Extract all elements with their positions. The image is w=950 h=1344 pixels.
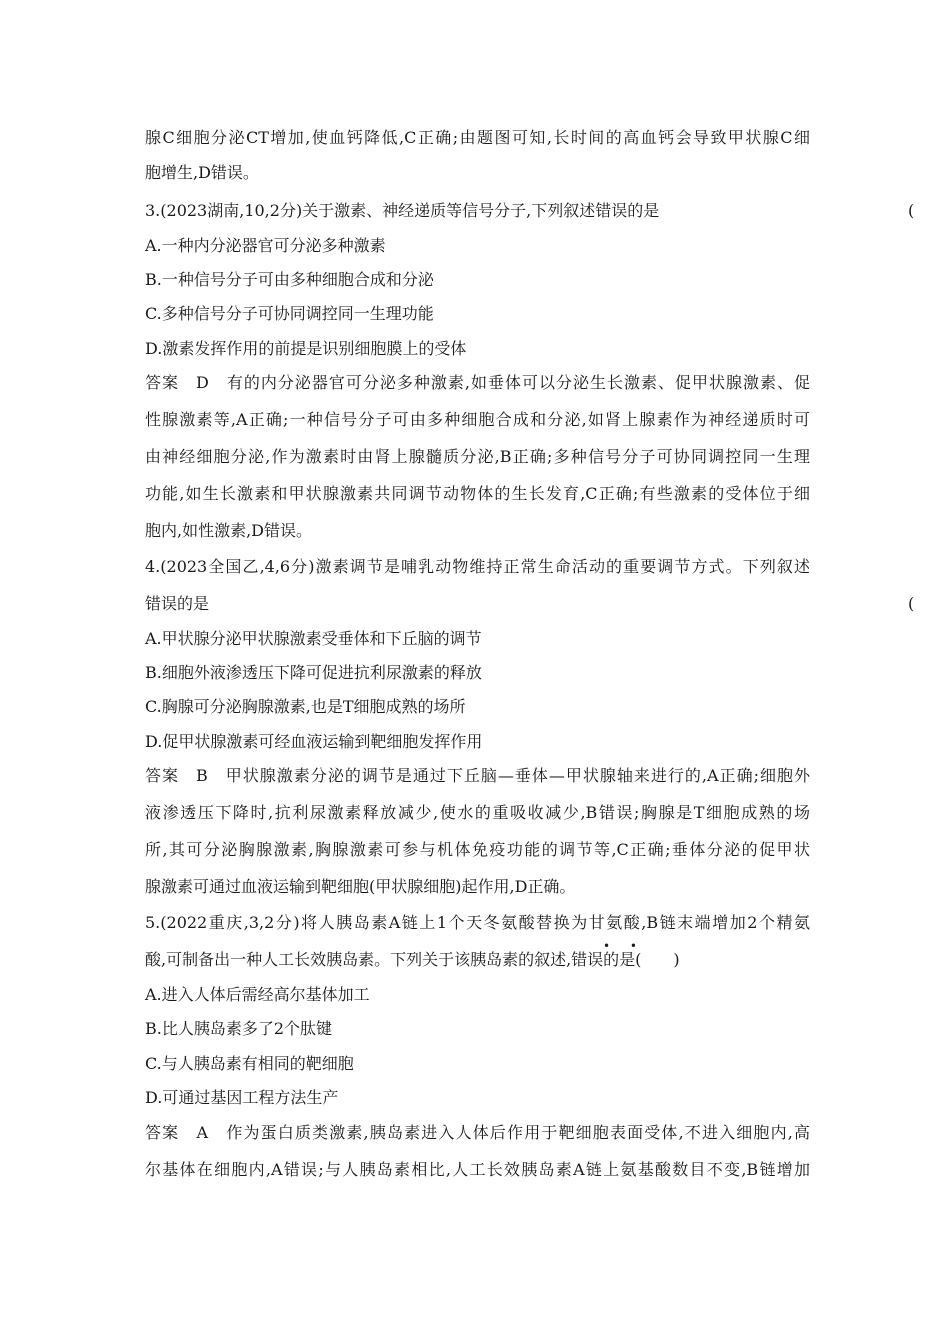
question-5-stem: 酸,可制备出一种人工长效胰岛素。下列关于该胰岛素的叙述,错误的是( ) [145, 950, 680, 969]
option-c: C.胸腺可分泌胸腺激素,也是T细胞成熟的场所 [145, 697, 466, 716]
option-b: B.一种信号分子可由多种细胞合成和分泌 [145, 270, 434, 289]
option-d: D.激素发挥作用的前提是识别细胞膜上的受体 [145, 339, 467, 358]
option-d: D.促甲状腺激素可经血液运输到靶细胞发挥作用 [145, 732, 483, 751]
option-a: A.进入人体后需经高尔基体加工 [145, 985, 370, 1004]
answer-explanation: 腺激素可通过血液运输到靶细胞(甲状腺细胞)起作用,D正确。 [145, 877, 576, 896]
option-a: A.一种内分泌器官可分泌多种激素 [145, 236, 386, 255]
answer-bracket: ( [908, 201, 915, 220]
question-3-stem: 3.(2023湖南,10,2分)关于激素、神经递质等信号分子,下列叙述错误的是 [145, 201, 660, 220]
answer-explanation: 答案 B 甲状腺激素分泌的调节是通过下丘脑—垂体—甲状腺轴来进行的,A正确;细胞外 [145, 766, 810, 785]
option-c: C.多种信号分子可协同调控同一生理功能 [145, 304, 434, 323]
question-5-stem: 5.(2022重庆,3,2分)将人胰岛素A链上1个天冬氨酸替换为甘氨酸,B链末端增加2个精氨 [145, 913, 810, 932]
answer-explanation: 答案 A 作为蛋白质类激素,胰岛素进入人体后作用于靶细胞表面受体,不进入细胞内,高 [145, 1123, 810, 1142]
answer-explanation: 尔基体在细胞内,A错误;与人胰岛素相比,人工长效胰岛素A链上氨基酸数目不变,B链增加 [145, 1160, 810, 1179]
option-d: D.可通过基因工程方法生产 [145, 1088, 339, 1107]
answer-explanation: 所,其可分泌胸腺激素,胸腺激素可参与机体免疫功能的调节等,C正确;垂体分泌的促甲状 [145, 840, 810, 859]
answer-bracket: ( [908, 594, 915, 613]
emphasis-dots: • • [603, 939, 645, 953]
question-4-stem: 4.(2023全国乙,4,6分)激素调节是哺乳动物维持正常生命活动的重要调节方式。下列叙述 [145, 557, 810, 576]
answer-explanation: 液渗透压下降时,抗利尿激素释放减少,使水的重吸收减少,B错误;胸腺是T细胞成熟的场 [145, 803, 810, 822]
option-b: B.细胞外液渗透压下降可促进抗利尿激素的释放 [145, 663, 482, 682]
answer-explanation: 胞内,如性激素,D错误。 [145, 521, 313, 540]
option-c: C.与人胰岛素有相同的靶细胞 [145, 1054, 354, 1073]
text-line: 胞增生,D错误。 [145, 163, 259, 182]
answer-explanation: 性腺激素等,A正确;一种信号分子可由多种细胞合成和分泌,如肾上腺素作为神经递质时可 [145, 410, 810, 429]
answer-explanation: 答案 D 有的内分泌器官可分泌多种激素,如垂体可以分泌生长激素、促甲状腺激素、促 [145, 373, 810, 392]
question-4-stem: 错误的是 [145, 594, 210, 613]
option-a: A.甲状腺分泌甲状腺激素受垂体和下丘脑的调节 [145, 629, 482, 648]
option-b: B.比人胰岛素多了2个肽键 [145, 1019, 333, 1038]
text-line: 腺C细胞分泌CT增加,使血钙降低,C正确;由题图可知,长时间的高血钙会导致甲状腺C细 [145, 128, 810, 147]
answer-explanation: 功能,如生长激素和甲状腺激素共同调节动物体的生长发育,C正确;有些激素的受体位于细 [145, 484, 810, 503]
answer-explanation: 由神经细胞分泌,作为激素时由肾上腺髓质分泌,B正确;多种信号分子可协同调控同一生理 [145, 447, 810, 466]
